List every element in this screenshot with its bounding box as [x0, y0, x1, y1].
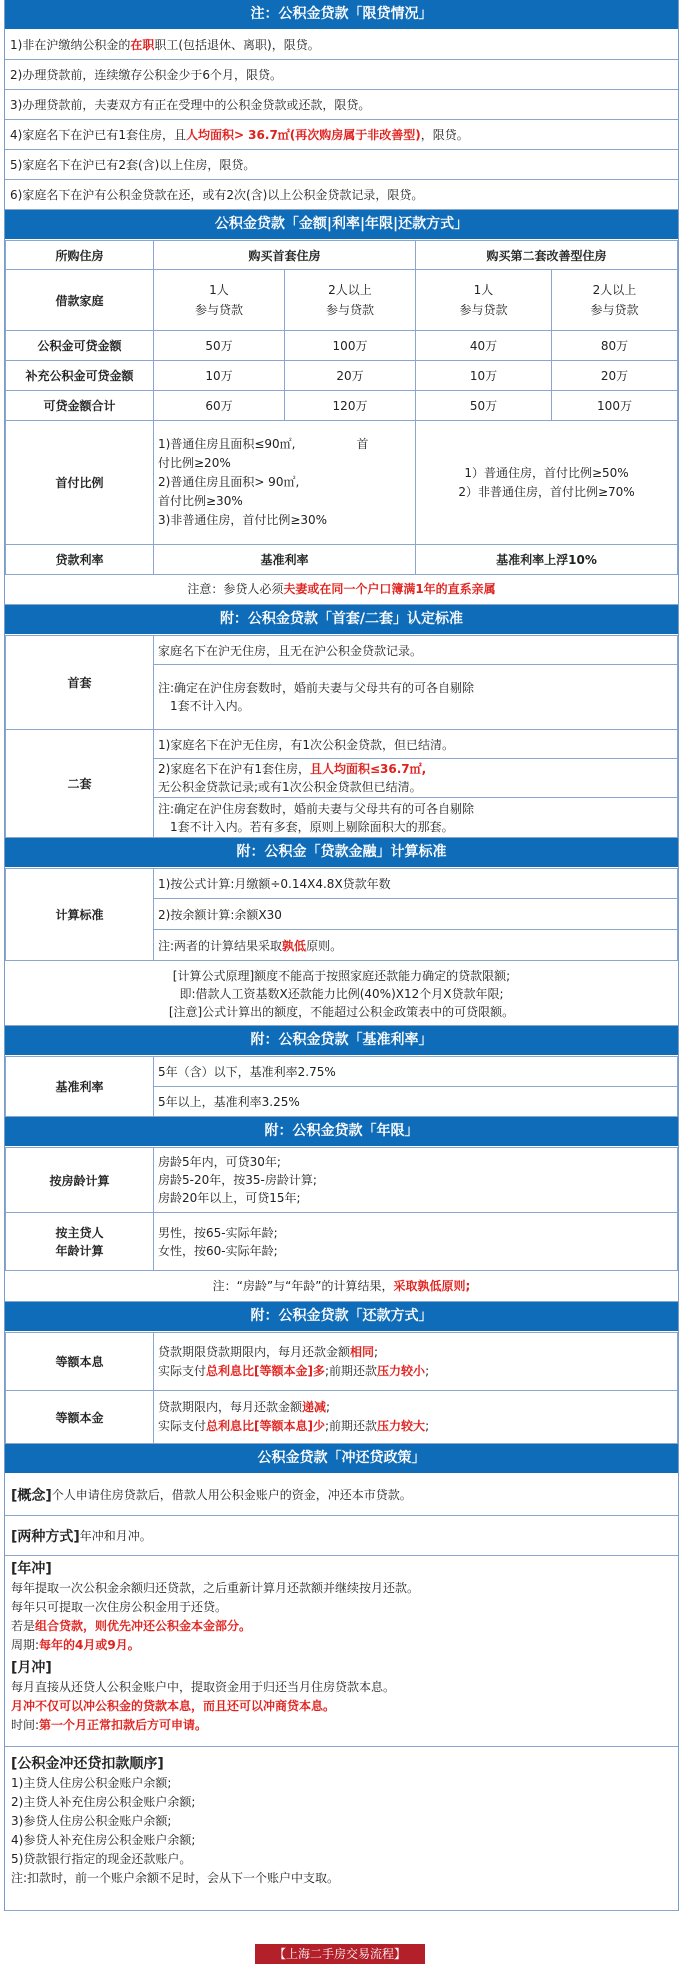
limit-item: 4)家庭名下在沪已有1套住房，且 人均面积> 36.7㎡(再次购房属于非改善型) ，限贷。 [5, 120, 678, 150]
concept-block: [概念] 个人申请住房贷款后，借款人用公积金账户的资金，冲还本市贷款。 [5, 1474, 678, 1516]
term-note: 注：“房龄”与“年龄”的计算结果，采取孰低原则; [5, 1271, 678, 1302]
equal-installment-desc: 贷款期限贷款期限内，每月还款金额相同; 实际支付总利息比[等额本金]多;前期还款压力较小; [154, 1333, 678, 1391]
repay-table [5, 1332, 678, 1444]
amount-cell: 10万 [154, 361, 285, 391]
amount-row [6, 361, 678, 391]
down-payment-line: 1）普通住房，首付比例≥50% [464, 465, 629, 480]
down-payment-second [416, 421, 678, 545]
down-payment-line: 3)非普通住房，首付比例≥30% [158, 513, 328, 527]
first-home-label: 首套 [6, 636, 154, 730]
amount-cell: 40万 [416, 331, 552, 361]
limit-item: 5)家庭名下在沪已有2套(含)以上住房，限贷。 [5, 150, 678, 180]
ways-block: [两种方式] 年冲和月冲。 [5, 1516, 678, 1556]
base-rate-long: 5年以上，基准利率3.25% [154, 1087, 678, 1117]
calc-balance: 2)按余额计算:余额X30 [154, 899, 678, 930]
second-home-rule-2: 2)家庭名下在沪有1套住房，且人均面积≤36.7㎡, 无公积金贷款记录;或有1次公积金贷款但已结清。 [154, 759, 678, 798]
down-payment-line: 付比例≥20% [158, 456, 231, 470]
footer-link[interactable]: 【上海二手房交易流程】 [255, 1944, 425, 1964]
base-rate-table [5, 1056, 678, 1117]
sec4-header: 附：公积金「贷款金融」计算标准 [5, 838, 678, 868]
row-family: 借款家庭 [6, 270, 154, 331]
down-payment-first [154, 421, 416, 545]
policy-sheet [4, 0, 679, 1911]
amount-row-label: 公积金可贷金额 [6, 331, 154, 361]
base-rate-label: 基准利率 [6, 1057, 154, 1117]
order-item: 3)参贷人住房公积金账户余额; [11, 1814, 172, 1828]
equal-installment-label: 等额本息 [6, 1333, 154, 1391]
rate-second: 基准利率上浮10% [416, 545, 678, 575]
sec2-header: 公积金贷款「金额|利率|年限|还款方式」 [5, 210, 678, 240]
limit-item: 2)办理贷款前，连续缴存公积金少于6个月，限贷。 [5, 60, 678, 90]
down-payment-line: 2)普通住房且面积> 90㎡, [158, 475, 300, 489]
order-item: 4)参贷人补充住房公积金账户余额; [11, 1833, 196, 1847]
amount-row-label: 可贷金额合计 [6, 391, 154, 421]
term-house-age-label: 按房龄计算 [6, 1148, 154, 1213]
amount-cell: 60万 [154, 391, 285, 421]
rate-first: 基准利率 [154, 545, 416, 575]
sec2-note: 注意：参贷人必须夫妻或在同一个户口簿满1年的直系亲属 [5, 575, 678, 605]
amount-cell: 20万 [552, 361, 678, 391]
first-home-rule: 家庭名下在沪无住房，且无在沪公积金贷款记录。 [154, 636, 678, 665]
sec7-header: 附：公积金贷款「还款方式」 [5, 1302, 678, 1332]
first-second-table [5, 635, 678, 838]
limit-item: 3)办理贷款前，夫妻双方有正在受理中的公积金贷款或还款，限贷。 [5, 90, 678, 120]
amount-cell: 120万 [285, 391, 416, 421]
rate-label: 贷款利率 [6, 545, 154, 575]
amount-cell: 80万 [552, 331, 678, 361]
second-home-rule-1: 1)家庭名下在沪无住房，有1次公积金贷款，但已结清。 [154, 730, 678, 759]
down-payment-line: 首付比例≥30% [158, 494, 243, 508]
second-one-person: 1人 参与贷款 [416, 270, 552, 331]
calc-formula: 1)按公式计算:月缴额÷0.14X4.8X贷款年数 [154, 869, 678, 899]
order-item: 1)主贷人住房公积金账户余额; [11, 1776, 172, 1790]
equal-principal-desc: 贷款期限内，每月还款金额递减; 实际支付总利息比[等额本息]少;前期还款压力较大; [154, 1391, 678, 1444]
col-second-home: 购买第二套改善型住房 [416, 241, 678, 270]
term-age-label: 按主贷人 年龄计算 [6, 1213, 154, 1271]
year-month-block: [年冲] 每年提取一次公积金余额归还贷款，之后重新计算月还款额并继续按月还款。 每年只可提取一次住房公积金用于还贷。 若是组合贷款，则优先冲还公积金本金部分。 周期:每年的4月或9月。 [月冲] 每月直接从还贷人公积金账户中，提取资金用于归还当月住房贷款本息。 月冲不仅可以冲公积金的贷款本息，而且还可以冲商贷本息。 时间:第一个月正常扣款后方可申请。 [5, 1556, 678, 1747]
amount-row [6, 331, 678, 361]
amount-cell: 50万 [154, 331, 285, 361]
sec8-header: 公积金贷款「冲还贷政策」 [5, 1444, 678, 1474]
calc-principle: [计算公式原理]额度不能高于按照家庭还款能力确定的贷款限额; 即:借款人工资基数X还款能力比例(40%)X12个月X贷款年限; [注意]公式计算出的额度，不能超过公积金政策表中的可贷限额。 [5, 961, 678, 1026]
second-home-label: 二套 [6, 730, 154, 838]
first-one-person: 1人 参与贷款 [154, 270, 285, 331]
first-two-person: 2人以上 参与贷款 [285, 270, 416, 331]
sec5-header: 附：公积金贷款「基准利率」 [5, 1026, 678, 1056]
down-payment-label: 首付比例 [6, 421, 154, 545]
order-item: 5)贷款银行指定的现金还款账户。 [11, 1852, 192, 1866]
amount-cell: 50万 [416, 391, 552, 421]
loan-amount-table [5, 240, 678, 575]
first-home-note: 注:确定在沪住房套数时，婚前夫妻与父母共有的可各自剔除 1套不计入内。 [154, 665, 678, 730]
base-rate-short: 5年（含）以下，基准利率2.75% [154, 1057, 678, 1087]
order-block: [公积金冲还贷扣款顺序] 1)主贷人住房公积金账户余额; 2)主贷人补充住房公积金账户余额; 3)参贷人住房公积金账户余额; 4)参贷人补充住房公积金账户余额; 5)贷款银行指定的现金还款账户。 注:扣款时，前一个账户余额不足时，会从下一个账户中支取。 [5, 1747, 678, 1911]
calc-note: 注:两者的计算结果采取孰低原则。 [154, 930, 678, 961]
limit-item: 6)家庭名下在沪有公积金贷款在还，或有2次(含)以上公积金贷款记录，限贷。 [5, 180, 678, 210]
limit-item: 1)非在沪缴纳公积金的 在职 职工(包括退休、离职)，限贷。 [5, 30, 678, 60]
equal-principal-label: 等额本金 [6, 1391, 154, 1444]
calc-table [5, 868, 678, 961]
amount-cell: 20万 [285, 361, 416, 391]
second-home-note: 注:确定在沪住房套数时，婚前夫妻与父母共有的可各自剔除 1套不计入内。若有多套，原则上剔除面积大的那套。 [154, 798, 678, 838]
amount-cell: 100万 [285, 331, 416, 361]
amount-cell: 100万 [552, 391, 678, 421]
order-item: 注:扣款时，前一个账户余额不足时，会从下一个账户中支取。 [11, 1871, 340, 1885]
term-age-rules: 男性，按65-实际年龄; 女性，按60-实际年龄; [154, 1213, 678, 1271]
calc-label: 计算标准 [6, 869, 154, 961]
order-item: 2)主贷人补充住房公积金账户余额; [11, 1795, 196, 1809]
sec6-header: 附：公积金贷款「年限」 [5, 1117, 678, 1147]
sec1-header: 注：公积金贷款「限贷情况」 [5, 0, 678, 30]
second-two-person: 2人以上 参与贷款 [552, 270, 678, 331]
term-house-age-rules: 房龄5年内，可贷30年; 房龄5-20年，按35-房龄计算; 房龄20年以上，可贷15年; [154, 1148, 678, 1213]
amount-row-label: 补充公积金可贷金额 [6, 361, 154, 391]
amount-cell: 10万 [416, 361, 552, 391]
term-table [5, 1147, 678, 1271]
sec3-header: 附：公积金贷款「首套/二套」认定标准 [5, 605, 678, 635]
col-house: 所购住房 [6, 241, 154, 270]
col-first-home: 购买首套住房 [154, 241, 416, 270]
amount-row [6, 391, 678, 421]
down-payment-line: 1)普通住房且面积≤90㎡, 首 [158, 437, 369, 451]
down-payment-line: 2）非普通住房，首付比例≥70% [458, 484, 635, 499]
